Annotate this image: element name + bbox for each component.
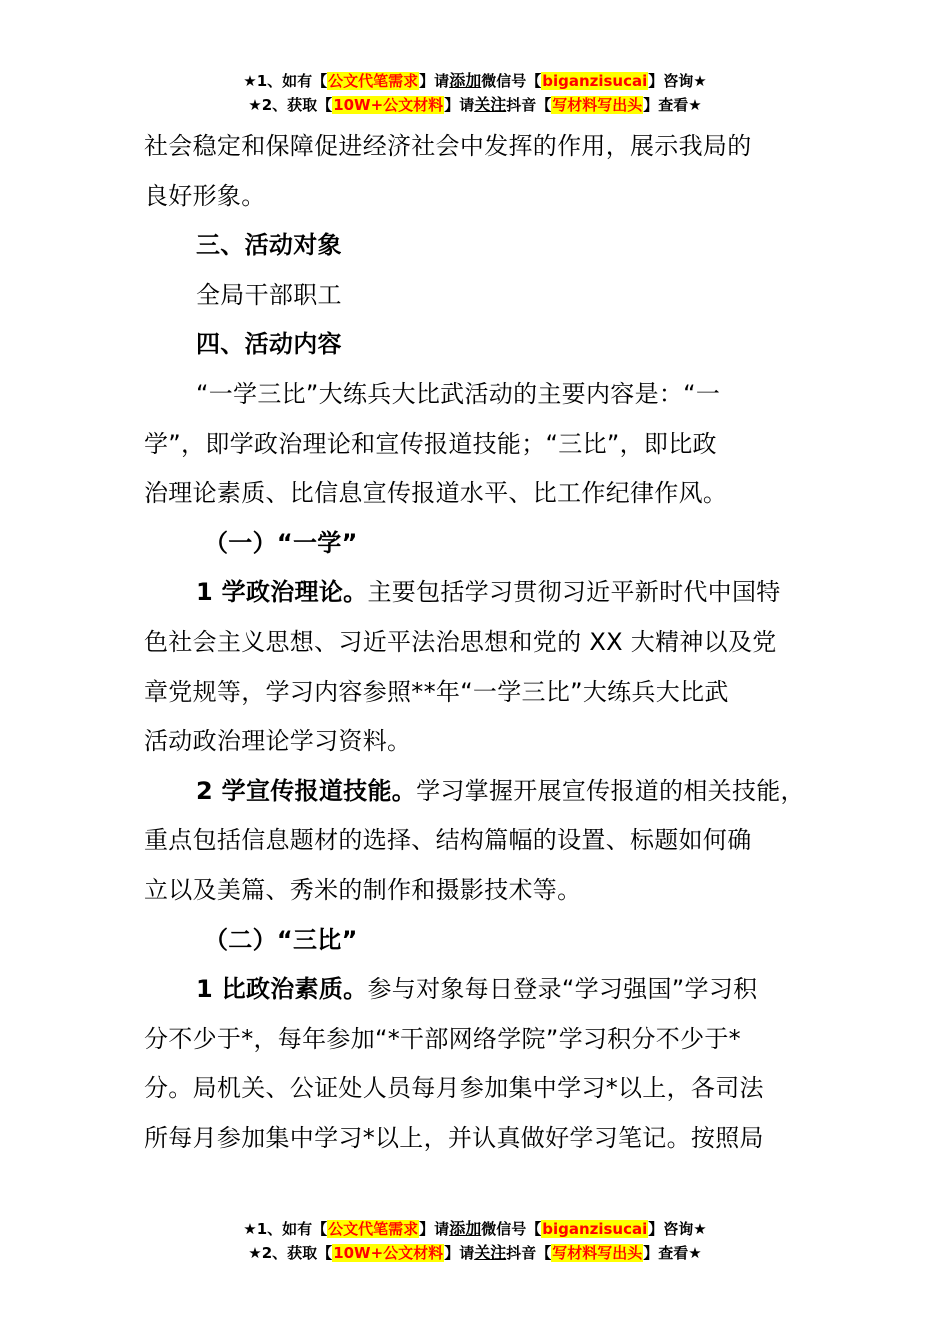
text-line: 分。局机关、公证处人员每月参加集中学习*以上，各司法 [144,1074,764,1103]
banner-line-2: ★2、获取【10W+公文材料】请关注抖音【写材料写出头】查看★ [248,95,702,114]
text-line: 章党规等，学习内容参照**年“一学三比”大练兵大比武 [144,677,729,706]
item-title: 2 学宣传报道技能。 [196,776,417,805]
item-title: 1 比政治素质。 [196,975,368,1004]
section-heading-4: 四、活动内容 [196,330,342,359]
text-line: 良好形象。 [144,181,266,210]
subsection-heading-2: （二）“三比” [204,925,358,954]
document-body [144,122,834,1163]
highlight-douyin: 写材料写出头 [552,1244,643,1262]
text-line: 全局干部职工 [196,280,342,309]
text-line: “一学三比”大练兵大比武活动的主要内容是：“一 [196,379,721,408]
text-line: 分不少于*，每年参加“*干部网络学院”学习积分不少于* [144,1024,741,1053]
paragraph-start: 2 学宣传报道技能。学习掌握开展宣传报道的相关技能， [196,776,805,805]
paragraph-start: 1 学政治理论。主要包括学习贯彻习近平新时代中国特 [196,578,781,607]
banner-line-2: ★2、获取【10W+公文材料】请关注抖音【写材料写出头】查看★ [248,1243,702,1262]
subsection-heading-1: （一）“一学” [204,528,358,557]
text-line: 学”，即学政治理论和宣传报道技能；“三比”，即比政 [144,429,717,458]
text-line: 色社会主义思想、习近平法治思想和党的 XX 大精神以及党 [144,627,777,656]
text-line: 社会稳定和保障促进经济社会中发挥的作用，展示我局的 [144,132,752,160]
highlight-service: 公文代笔需求 [328,1220,419,1238]
highlight-wechat-id: biganzisucai [542,1220,648,1238]
highlight-materials: 10W+公文材料 [333,96,444,114]
section-heading-3: 三、活动对象 [196,231,342,260]
text-line: 所每月参加集中学习*以上，并认真做好学习笔记。按照局 [144,1123,764,1152]
paragraph-start: 1 比政治素质。参与对象每日登录“学习强国”学习积 [196,975,758,1004]
banner-line-1: ★1、如有【公文代笔需求】请添加微信号【biganzisucai】咨询★ [243,1219,707,1238]
highlight-materials: 10W+公文材料 [333,1244,444,1262]
highlight-wechat-id: biganzisucai [542,72,648,90]
item-title: 1 学政治理论。 [196,578,368,607]
banner-line-1: ★1、如有【公文代笔需求】请添加微信号【biganzisucai】咨询★ [243,71,707,90]
text-line: 立以及美篇、秀米的制作和摄影技术等。 [144,875,582,904]
highlight-service: 公文代笔需求 [328,72,419,90]
highlight-douyin: 写材料写出头 [552,96,643,114]
footer-banner [0,1217,950,1265]
text-line: 重点包括信息题材的选择、结构篇幅的设置、标题如何确 [144,826,752,855]
header-banner [0,69,950,117]
text-line: 治理论素质、比信息宣传报道水平、比工作纪律作风。 [144,479,728,508]
text-line: 活动政治理论学习资料。 [144,727,412,756]
